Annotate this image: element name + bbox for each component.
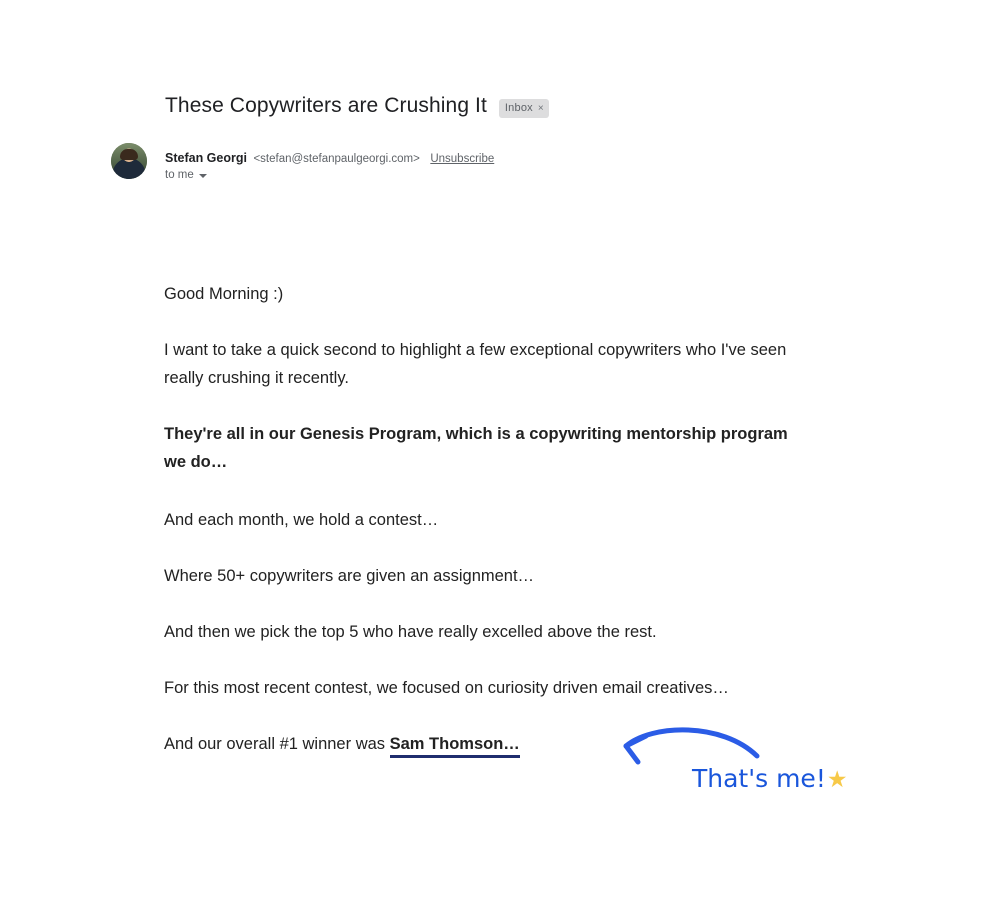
close-icon[interactable]: × — [537, 102, 544, 114]
annotation-text-group — [692, 764, 847, 793]
email-body — [164, 280, 804, 758]
body-paragraph: Where 50+ copywriters are given an assignment… — [164, 567, 535, 585]
body-paragraph: For this most recent contest, we focused on curiosity driven email creatives… — [164, 679, 729, 697]
body-paragraph: And then we pick the top 5 who have really excelled above the rest. — [164, 623, 657, 641]
body-paragraph-winner — [164, 730, 804, 758]
winner-name-highlight: Sam Thomson… — [390, 735, 520, 758]
sender-name[interactable]: Stefan Georgi — [165, 151, 247, 165]
label-chip-inbox[interactable] — [499, 99, 549, 118]
recipient-label: to me — [165, 169, 194, 181]
body-paragraph-bold: They're all in our Genesis Program, which is a copywriting mentorship program we do… — [164, 425, 788, 471]
winner-prefix: And our overall #1 winner was — [164, 735, 390, 753]
chevron-down-icon[interactable] — [199, 174, 207, 178]
annotation-text: That's me! — [692, 764, 826, 793]
subject-row — [165, 92, 549, 120]
label-chip-text: Inbox — [504, 101, 533, 114]
star-icon: ★ — [826, 767, 848, 793]
avatar[interactable] — [111, 143, 147, 179]
body-paragraph: I want to take a quick second to highlight a few exceptional copywriters who I've seen really crushing it recently. — [164, 341, 787, 387]
recipient-row[interactable] — [165, 169, 207, 181]
avatar-hair-shape — [120, 149, 138, 160]
body-paragraph: Good Morning :) — [164, 285, 284, 303]
sender-line — [165, 149, 494, 168]
sender-email[interactable]: <stefan@stefanpaulgeorgi.com> — [253, 153, 420, 165]
unsubscribe-link[interactable]: Unsubscribe — [430, 153, 495, 165]
body-paragraph: And each month, we hold a contest… — [164, 511, 439, 529]
page-title: These Copywriters are Crushing It — [165, 94, 487, 117]
